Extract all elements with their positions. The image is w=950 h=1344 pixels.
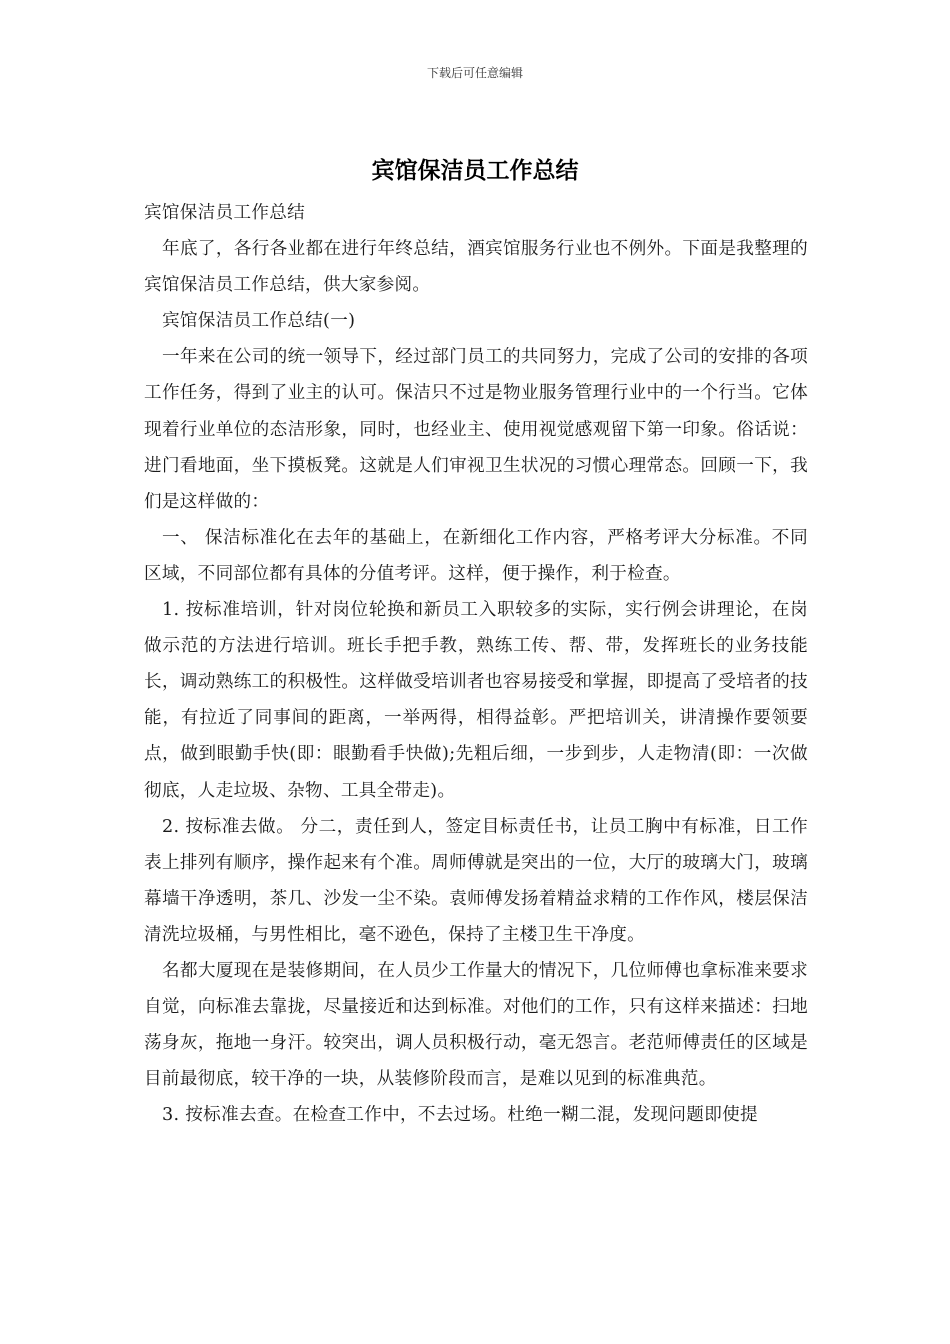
body-paragraph: 年底了，各行各业都在进行年终总结，酒宾馆服务行业也不例外。下面是我整理的宾馆保洁员工作总结，供大家参阅。 (144, 239, 808, 296)
body-paragraph: 名都大厦现在是装修期间，在人员少工作量大的情况下，几位师傅也拿标准来要求自觉，向标准去靠拢，尽量接近和达到标准。对他们的工作，只有这样来描述：扫地荡身灰，拖地一身汗。较突出，调人员积极行动，毫无怨言。老范师傅责任的区域是目前最彻底，较干净的一块，从装修阶段而言，是难以见到的标准典范。 (144, 960, 808, 1090)
document-body (144, 195, 808, 1133)
page-header-note: 下载后可任意编辑 (426, 66, 523, 80)
body-paragraph: 一、 保洁标准化在去年的基础上，在新细化工作内容，严格考评大分标准。不同区域，不同部位都有具体的分值考评。这样，便于操作，利于检查。 (144, 527, 808, 584)
subtitle-paragraph: 宾馆保洁员工作总结 (144, 203, 306, 223)
body-paragraph: 1. 按标准培训，针对岗位轮换和新员工入职较多的实际，实行例会讲理论，在岗做示范的方法进行培训。班长手把手教，熟练工传、帮、带，发挥班长的业务技能长，调动熟练工的积极性。这样做受培训者也容易接受和掌握，即提高了受培者的技能，有拉近了同事间的距离，一举两得，相得益彰。严把培训关，讲清操作要领要点，做到眼勤手快(即：眼勤看手快做);先粗后细，一步到步，人走物清(即：一次做彻底，人走垃圾、杂物、工具全带走)。 (144, 600, 808, 801)
body-paragraph: 3. 按标准去查。在检查工作中，不去过场。杜绝一糊二混，发现问题即使提 (162, 1105, 758, 1126)
body-paragraph: 一年来在公司的统一领导下，经过部门员工的共同努力，完成了公司的安排的各项工作任务，得到了业主的认可。保洁只不过是物业服务管理行业中的一个行当。它体现着行业单位的态洁形象，同时，也经业主、使用视觉感观留下第一印象。俗话说：进门看地面，坐下摸板凳。这就是人们审视卫生状况的习惯心理常态。回顾一下，我们是这样做的： (144, 347, 808, 512)
section-heading: 宾馆保洁员工作总结(一) (162, 311, 356, 332)
body-paragraph: 2. 按标准去做。 分二，责任到人，签定目标责任书，让员工胸中有标准，日工作表上排列有顺序，操作起来有个准。周师傅就是突出的一位，大厅的玻璃大门，玻璃幕墙干净透明，茶几、沙发一尘不染。袁师傅发扬着精益求精的工作作风，楼层保洁清洗垃圾桶，与男性相比，毫不逊色，保持了主楼卫生干净度。 (144, 816, 808, 945)
document-title: 宾馆保洁员工作总结 (371, 158, 579, 184)
